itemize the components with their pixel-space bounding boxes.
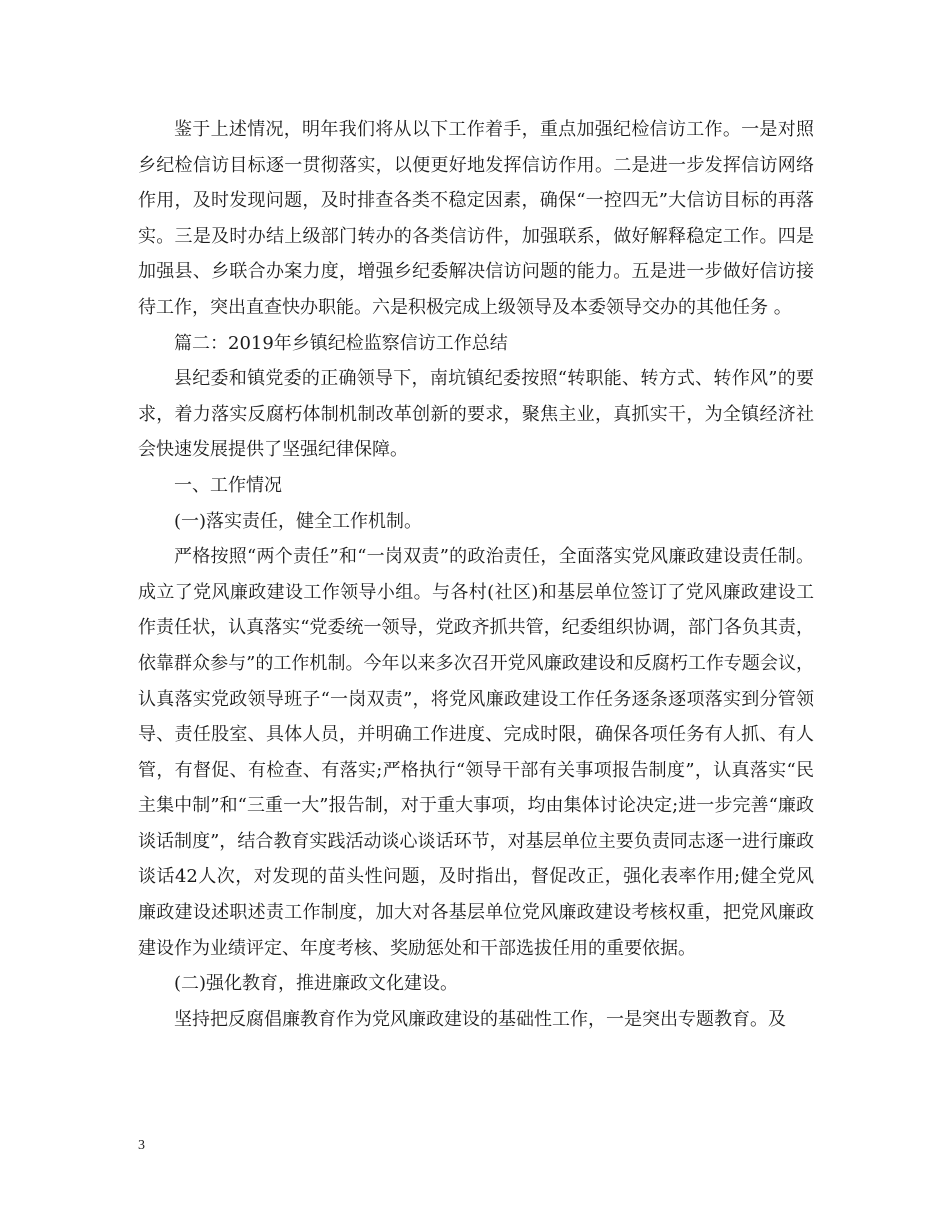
subheading-education: (二)强化教育，推进廉政文化建设。 [174, 973, 459, 995]
document-body [138, 112, 814, 1037]
paragraph-introduction: 县纪委和镇党委的正确领导下，南坑镇纪委按照“转职能、转方式、转作风”的要求，着力落实反腐朽体制机制改革创新的要求，聚焦主业，真抓实干，为全镇经济社会快速发展提供了坚强纪律保障。 [138, 368, 814, 461]
page-number: 3 [138, 1138, 145, 1153]
paragraph-work-plan: 鉴于上述情况，明年我们将从以下工作着手，重点加强纪检信访工作。一是对照乡纪检信访目标逐一贯彻落实，以便更好地发挥信访作用。二是进一步发挥信访网络作用，及时发现问题，及时排查各类不稳定因素，确保“一控四无”大信访目标的再落实。三是及时办结上级部门转办的各类信访件，加强联系，做好解释稳定工作。四是加强县、乡联合办案力度，增强乡纪委解决信访问题的能力。五是进一步做好信访接待工作，突出直查快办职能。六是积极完成上级领导及本委领导交办的其他任务 。 [138, 119, 814, 318]
heading-work-situation: 一、工作情况 [174, 474, 282, 496]
subheading-responsibility: (一)落实责任，健全工作机制。 [174, 510, 423, 532]
paragraph-responsibility: 严格按照“两个责任”和“一岗双责”的政治责任，全面落实党风廉政建设责任制。成立了党风廉政建设工作领导小组。与各村(社区)和基层单位签订了党风廉政建设工作责任状，认真落实“党委统一领导，党政齐抓共管，纪委组织协调，部门各负其责，依靠群众参与”的工作机制。今年以来多次召开党风廉政建设和反腐朽工作专题会议，认真落实党政领导班子“一岗双责”，将党风廉政建设工作任务逐条逐项落实到分管领导、责任股室、具体人员，并明确工作进度、完成时限，确保各项任务有人抓、有人管，有督促、有检查、有落实;严格执行“领导干部有关事项报告制度”，认真落实“民主集中制”和“三重一大”报告制，对于重大事项，均由集体讨论决定;进一步完善“廉政谈话制度”，结合教育实践活动谈心谈话环节，对基层单位主要负责同志逐一进行廉政谈话42人次，对发现的苗头性问题，及时指出，督促改正，强化表率作用;健全党风廉政建设述职述责工作制度，加大对各基层单位党风廉政建设考核权重，把党风廉政建设作为业绩评定、年度考核、奖励惩处和干部选拔任用的重要依据。 [138, 546, 814, 959]
section-title-part-two: 篇二：2019年乡镇纪检监察信访工作总结 [174, 332, 508, 354]
paragraph-education: 坚持把反腐倡廉教育作为党风廉政建设的基础性工作，一是突出专题教育。及 [174, 1008, 786, 1030]
